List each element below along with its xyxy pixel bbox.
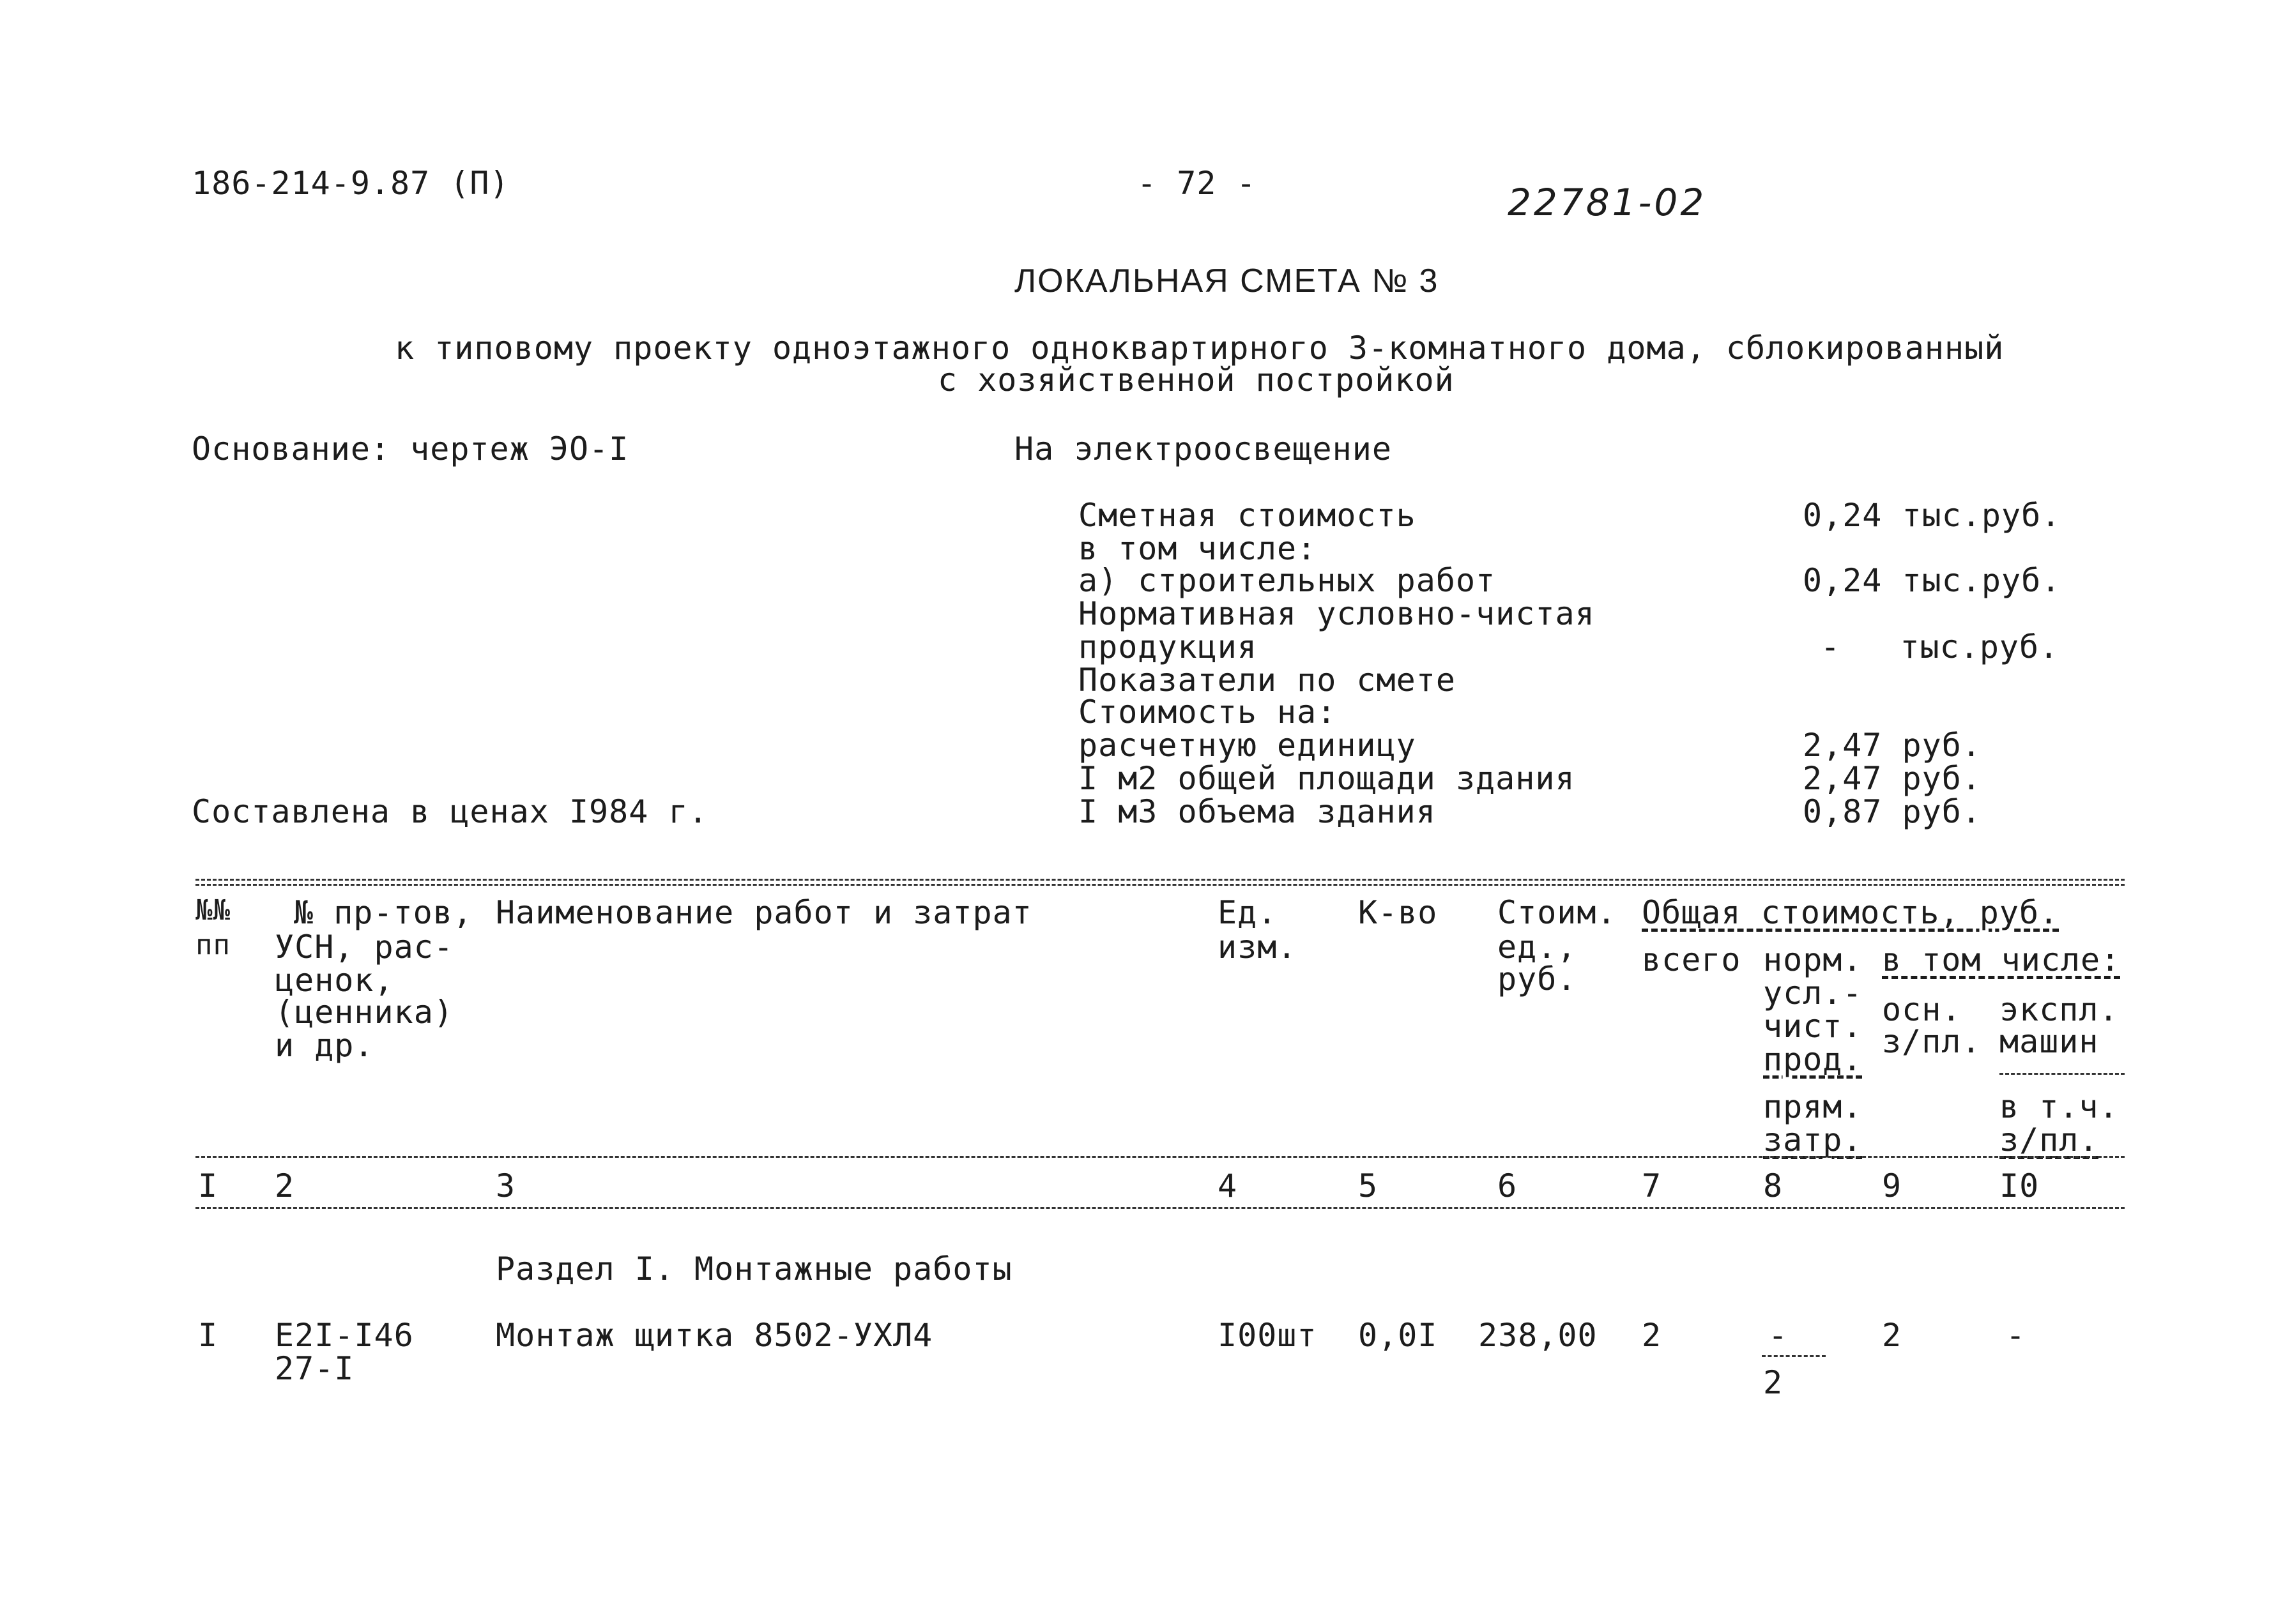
construction-label: а) строительных работ bbox=[1078, 562, 1496, 599]
header-col-4-b: изм. bbox=[1218, 929, 1297, 966]
normative-label-1: Нормативная условно-чистая bbox=[1078, 595, 1595, 632]
header-col-9-b: з/пл. bbox=[1882, 1023, 1982, 1060]
header-total-cost: Общая стоимость, руб. bbox=[1642, 894, 2059, 931]
col-number-6: 6 bbox=[1497, 1167, 1518, 1204]
header-col-8-a: норм. bbox=[1763, 941, 1863, 978]
compiled-note: Составлена в ценах I984 г. bbox=[192, 793, 708, 830]
col-number-3: 3 bbox=[496, 1167, 516, 1204]
header-including: в том числе: bbox=[1882, 941, 2121, 978]
unit-label: расчетную единицу bbox=[1078, 727, 1416, 764]
subtitle-line-1: к типовому проекту одноэтажного одноквартирного 3-комнатного дома, сблокированный bbox=[395, 330, 2005, 367]
header-col-1-b: пп bbox=[195, 929, 231, 961]
indicators-label: Показатели по смете bbox=[1078, 662, 1456, 699]
col-number-1: I bbox=[198, 1167, 218, 1204]
subtitle-line-2: с хозяйственной постройкой bbox=[938, 361, 1455, 398]
header-col-8-c: чист. bbox=[1763, 1008, 1863, 1045]
header-col-2-c: ценок, bbox=[275, 962, 394, 999]
row-norm-bottom: 2 bbox=[1763, 1364, 1784, 1401]
col-number-5: 5 bbox=[1358, 1167, 1379, 1204]
row-number: I bbox=[198, 1317, 218, 1354]
volume-value: 0,87 руб. bbox=[1803, 793, 1982, 830]
header-col-2-a: № пр-тов, bbox=[294, 894, 473, 931]
header-col-10-a: экспл. bbox=[1999, 991, 2119, 1028]
header-col-2-d: (ценника) bbox=[275, 994, 454, 1031]
row-machines: - bbox=[2006, 1317, 2026, 1354]
page-number: - 72 - bbox=[1137, 165, 1257, 202]
col-number-7: 7 bbox=[1642, 1167, 1662, 1204]
area-value: 2,47 руб. bbox=[1803, 760, 1982, 797]
row-code-2: 27-I bbox=[275, 1350, 355, 1387]
normative-value: - тыс.руб. bbox=[1821, 628, 2059, 665]
header-col-5: К-во bbox=[1358, 894, 1438, 931]
construction-value: 0,24 тыс.руб. bbox=[1803, 562, 2061, 599]
header-col-2-b: УСН, рас- bbox=[275, 929, 454, 966]
estimated-cost-value: 0,24 тыс.руб. bbox=[1803, 497, 2061, 534]
row-norm-divider bbox=[1762, 1355, 1826, 1357]
estimated-cost-label: Сметная стоимость bbox=[1078, 497, 1416, 534]
header-col-8-d: прод. bbox=[1763, 1041, 1863, 1078]
normative-label-2: продукция bbox=[1078, 628, 1257, 665]
table-top-rule-2 bbox=[195, 884, 2125, 886]
section-title: Раздел I. Монтажные работы bbox=[496, 1250, 1012, 1287]
purpose: На электроосвещение bbox=[1014, 430, 1392, 467]
header-col-6-b: ед., bbox=[1497, 929, 1577, 966]
header-col-3: Наименование работ и затрат bbox=[496, 894, 1032, 931]
header-col-10-d: з/пл. bbox=[1999, 1121, 2099, 1158]
row-total: 2 bbox=[1642, 1317, 1662, 1354]
row-unit-cost: 238,00 bbox=[1478, 1317, 1598, 1354]
header-col-10-b: машин bbox=[1999, 1023, 2099, 1060]
header-col-1-a: №№ bbox=[195, 894, 231, 927]
volume-label: I м3 объема здания bbox=[1078, 793, 1436, 830]
row-qty: 0,0I bbox=[1358, 1317, 1438, 1354]
column-numbers-rule bbox=[195, 1207, 2125, 1209]
row-unit: I00шт bbox=[1218, 1317, 1317, 1354]
header-col-8-b: усл.- bbox=[1763, 975, 1863, 1012]
row-code-1: Е2I-I46 bbox=[275, 1317, 414, 1354]
doc-code: 186-214-9.87 (П) bbox=[192, 165, 510, 202]
handwritten-number: 22781-02 bbox=[1508, 181, 1707, 224]
row-salary: 2 bbox=[1882, 1317, 1902, 1354]
row-name: Монтаж щитка 8502-УХЛ4 bbox=[496, 1317, 933, 1354]
header-col-10-rule bbox=[1999, 1073, 2125, 1075]
row-norm-top: - bbox=[1768, 1317, 1789, 1354]
header-col-7: всего bbox=[1642, 941, 1741, 978]
header-col-2-e: и др. bbox=[275, 1027, 374, 1064]
unit-value: 2,47 руб. bbox=[1803, 727, 1982, 764]
header-col-9-a: осн. bbox=[1882, 991, 1962, 1028]
including-label: в том числе: bbox=[1078, 530, 1317, 567]
col-number-10: I0 bbox=[1999, 1167, 2040, 1204]
page-title: ЛОКАЛЬНАЯ СМЕТА № 3 bbox=[1014, 262, 1439, 300]
col-number-8: 8 bbox=[1763, 1167, 1784, 1204]
table-top-rule bbox=[195, 879, 2125, 881]
header-bottom-rule bbox=[195, 1156, 2125, 1158]
basis: Основание: чертеж ЭО-I bbox=[192, 430, 629, 467]
col-number-2: 2 bbox=[275, 1167, 295, 1204]
col-number-4: 4 bbox=[1218, 1167, 1238, 1204]
header-col-8-e: прям. bbox=[1763, 1088, 1863, 1125]
cost-per-label: Стоимость на: bbox=[1078, 694, 1337, 731]
area-label: I м2 общей площади здания bbox=[1078, 760, 1575, 797]
header-col-6-c: руб. bbox=[1497, 960, 1577, 998]
col-number-9: 9 bbox=[1882, 1167, 1902, 1204]
header-col-4-a: Ед. bbox=[1218, 894, 1278, 931]
header-col-10-c: в т.ч. bbox=[1999, 1088, 2119, 1125]
header-col-6-a: Стоим. bbox=[1497, 894, 1617, 931]
header-col-8-f: затр. bbox=[1763, 1121, 1863, 1158]
